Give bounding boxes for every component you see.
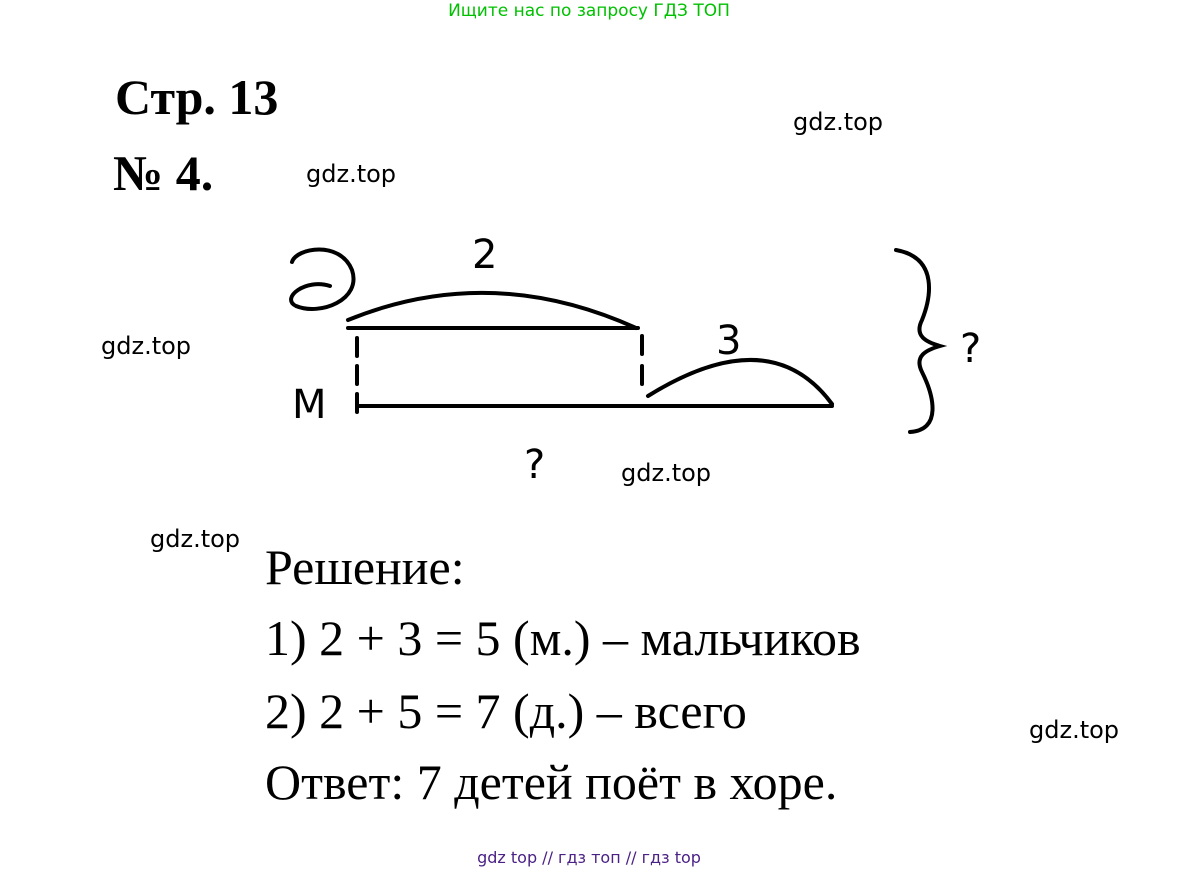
solution-title: Решение: bbox=[265, 539, 465, 595]
solution-step-2: 2) 2 + 5 = 7 (д.) – всего bbox=[265, 683, 747, 739]
label-boys: М bbox=[292, 382, 327, 428]
task-number: № 4. bbox=[113, 145, 214, 201]
bottom-question-mark: ? bbox=[524, 442, 546, 488]
girls-arc bbox=[348, 293, 636, 328]
watermark: gdz.top bbox=[306, 160, 397, 188]
label-girls: Д bbox=[318, 276, 350, 322]
total-question-mark: ? bbox=[960, 326, 982, 372]
top-banner: Ищите нас по запросу ГДЗ ТОП bbox=[448, 1, 730, 21]
watermark: gdz.top bbox=[621, 459, 712, 487]
watermark: gdz.top bbox=[150, 525, 241, 553]
extra-value-label: 3 bbox=[716, 318, 742, 364]
top-value-label: 2 bbox=[472, 232, 498, 278]
watermark: gdz.top bbox=[101, 332, 192, 360]
total-brace bbox=[896, 250, 940, 432]
solution-step-1: 1) 2 + 3 = 5 (м.) – мальчиков bbox=[265, 610, 861, 666]
footer-links: gdz top // гдз топ // гдз top bbox=[477, 848, 701, 867]
solution-answer: Ответ: 7 детей поёт в хоре. bbox=[265, 754, 838, 810]
page-reference: Стр. 13 bbox=[115, 69, 279, 125]
watermark: gdz.top bbox=[1029, 716, 1120, 744]
watermark: gdz.top bbox=[793, 108, 884, 136]
extra-arc bbox=[648, 360, 832, 404]
